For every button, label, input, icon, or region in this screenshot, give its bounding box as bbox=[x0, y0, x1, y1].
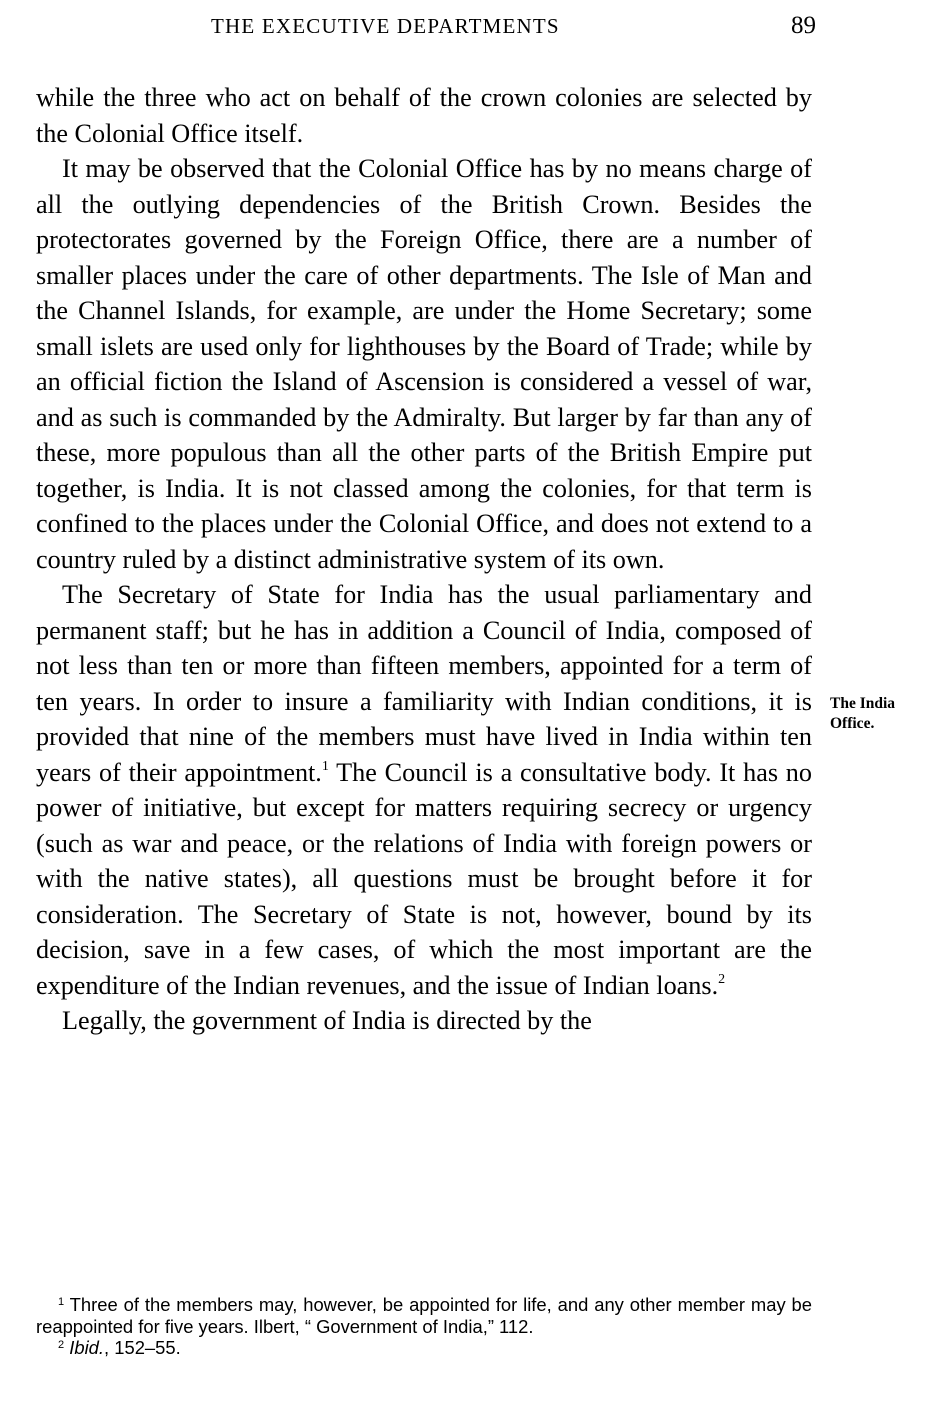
margin-note: The India Office. bbox=[830, 695, 896, 732]
paragraph-1: while the three who act on behalf of the crown colonies are selected by the Colonial Office itself. bbox=[36, 83, 812, 148]
footnote-2-mark: 2 bbox=[58, 1339, 65, 1351]
page-number: 89 bbox=[791, 12, 816, 39]
paragraph-2: It may be observed that the Colonial Office has by no means charge of all the outlying dependencies of the British Crown. Besides the protectorates governed by the Foreign Office, there are a number of smaller places under the care of other departments. The Isle of Man and the Channel Islands, for example, are under the Home Secretary; some small islets are used only for lighthouses by the Board of Trade; while by an official fiction the Island of Ascension is considered a vessel of war, and as such is commanded by the Admiralty. But larger by far than any of these, more populous than all the other parts of the British Empire put together, is India. It is not classed among the colonies, for that term is confined to the places under the Colonial Office, and does not extend to a country ruled by a distinct administrative system of its own. bbox=[36, 154, 812, 574]
footnote-2-text: , 152–55. bbox=[104, 1337, 181, 1358]
paragraph-3 bbox=[36, 577, 812, 1003]
paragraph-3-text-b: The Council is a consultative body. It has no power of initiative, but except for matters requiring secrecy or urgency (such as war and peace, or the relations of India with foreign powers or with the native states), all questions must be brought before it for consideration. The Secretary of State is not, however, bound by its decision, save in a few cases, of which the most important are the expenditure of the Indian revenues, and the issue of Indian loans. bbox=[36, 757, 812, 1000]
footnote-1-mark: 1 bbox=[58, 1296, 65, 1308]
footnote-1-text: Three of the members may, however, be appointed for life, and any other member may be reappointed for five years. Ilbert, “ Government of India,” 112. bbox=[36, 1294, 812, 1337]
footnote-ref-2: 2 bbox=[718, 971, 726, 987]
running-title: THE EXECUTIVE DEPARTMENTS bbox=[211, 14, 560, 38]
footnotes bbox=[36, 1294, 812, 1359]
footnote-2 bbox=[36, 1337, 812, 1359]
body-text bbox=[36, 80, 812, 1039]
paragraph-3-text-a: The Secretary of State for India has the usual parliamentary and permanent staff; but he has in addition a Council of India, composed of not less than ten or more than fifteen members, appointed for a term of ten years. In order to insure a familiarity with Indian conditions, it is provided that nine of the members must have lived in India within ten years of their appointment. bbox=[36, 580, 812, 787]
footnote-1 bbox=[36, 1294, 812, 1337]
running-head bbox=[36, 14, 816, 44]
paragraph-4: Legally, the government of India is directed by the bbox=[62, 1006, 592, 1035]
footnote-ref-1: 1 bbox=[321, 758, 329, 774]
footnote-2-ibid: Ibid. bbox=[69, 1337, 105, 1358]
